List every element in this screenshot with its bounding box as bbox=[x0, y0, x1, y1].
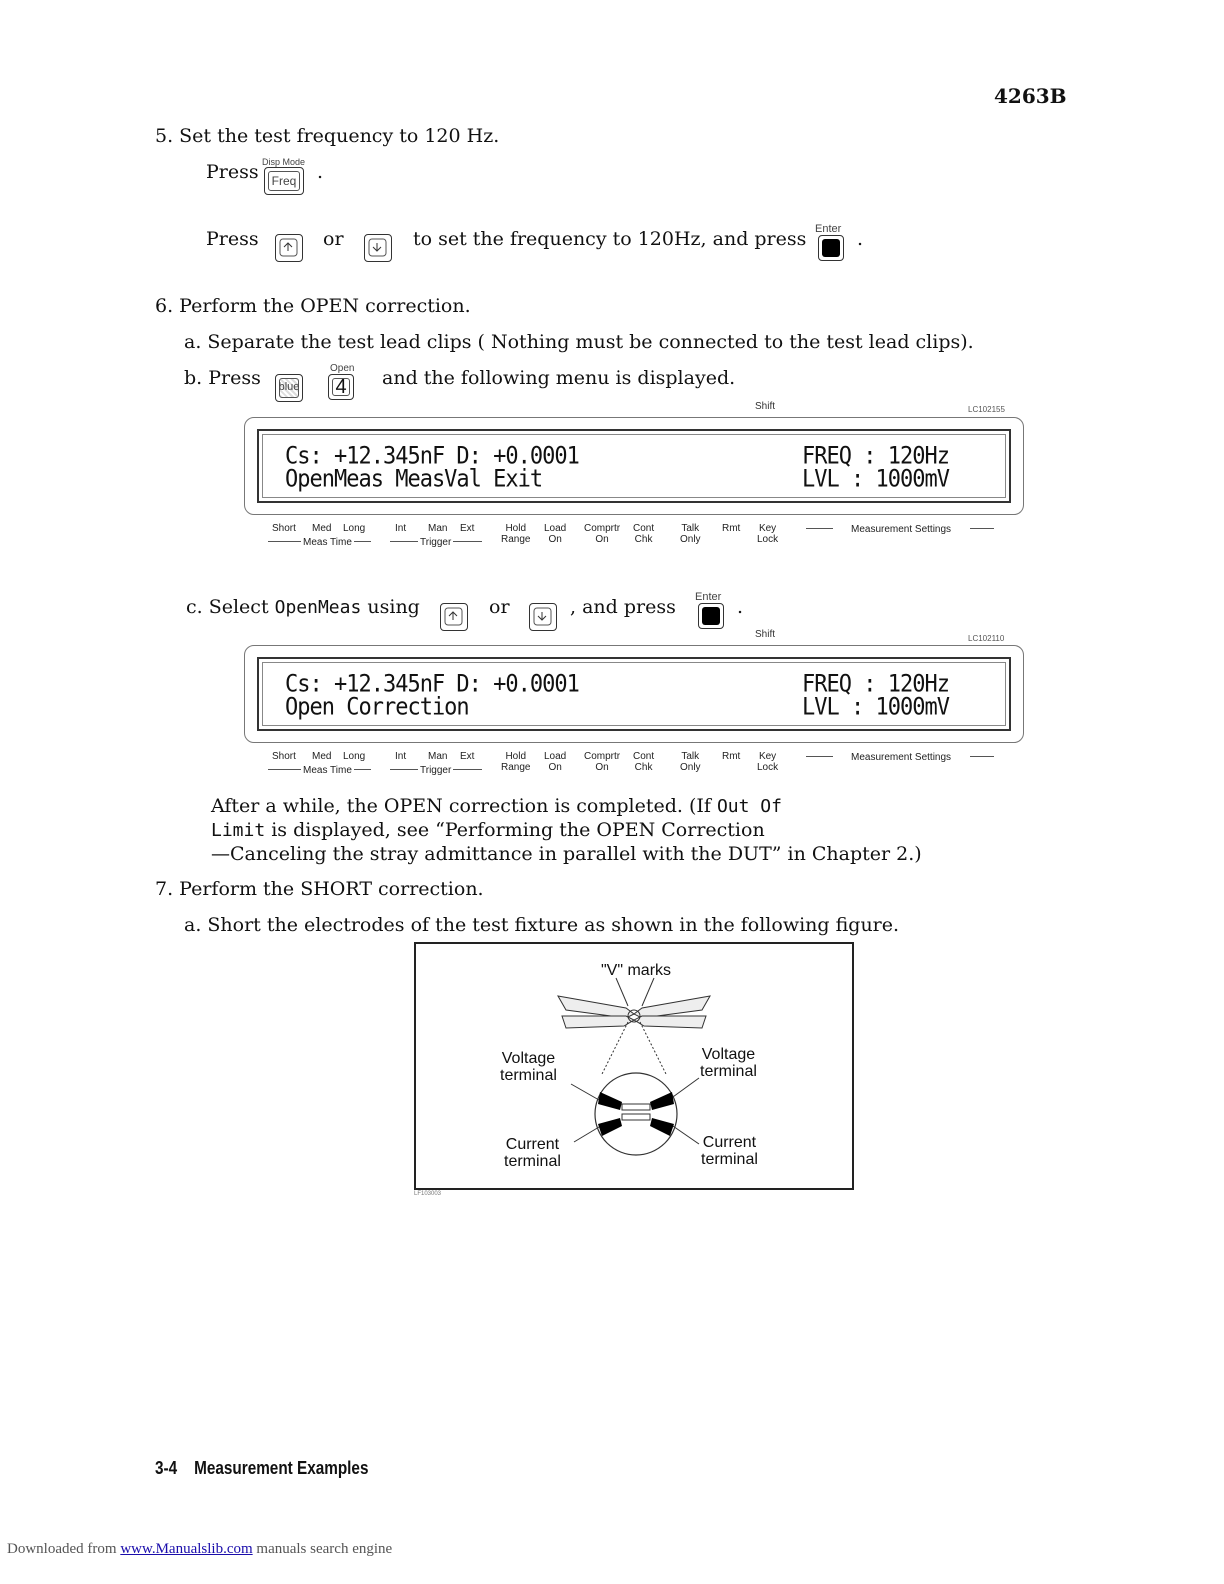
softkey-ext[interactable]: Ext bbox=[460, 523, 475, 534]
step5-press2-label: Press bbox=[206, 228, 259, 250]
knob-key-icon[interactable] bbox=[275, 234, 303, 262]
softkey-short[interactable]: Short bbox=[272, 523, 296, 534]
after-line-3: —Canceling the stray admittance in parallel with the DUT” in Chapter 2.) bbox=[211, 843, 922, 865]
page-number: 3-4 bbox=[155, 1458, 178, 1478]
softkey-comprtr-on[interactable]: Comprtr On bbox=[584, 751, 621, 773]
softkey-long[interactable]: Long bbox=[343, 523, 366, 534]
step6-c-press: , and press bbox=[570, 596, 676, 618]
freq-key-caption: Disp Mode bbox=[262, 157, 306, 167]
softkey-key-lock[interactable]: Key Lock bbox=[757, 751, 779, 773]
lcd-display-2 bbox=[244, 645, 1024, 743]
knob-key-icon[interactable] bbox=[529, 603, 557, 631]
lcd2-line2-left: Open Correction bbox=[285, 694, 469, 721]
test-lead-clips-drawing bbox=[416, 944, 852, 1188]
softkey-int[interactable]: Int bbox=[395, 523, 407, 534]
lcd1-line2-right: LVL : 1000mV bbox=[802, 466, 949, 493]
softkey-med[interactable]: Med bbox=[312, 523, 332, 534]
freq-key-label: Freq bbox=[271, 174, 297, 188]
measurement-settings-label: Measurement Settings bbox=[851, 524, 952, 535]
current-terminal-right: Current terminal bbox=[701, 1134, 758, 1168]
blue-key-label: blue bbox=[278, 381, 300, 393]
softkey-load-on[interactable]: Load On bbox=[544, 523, 567, 545]
period: . bbox=[857, 228, 864, 250]
enter-caption: Enter bbox=[815, 223, 842, 235]
short-fixture-figure bbox=[414, 942, 854, 1190]
period: . bbox=[737, 596, 744, 618]
meas-time-label: Meas Time bbox=[303, 765, 352, 776]
after-line-2: Limit is displayed, see “Performing the OPEN Correction bbox=[211, 819, 765, 841]
openmeas-code: OpenMeas bbox=[274, 597, 362, 618]
softkey-hold-range[interactable]: Hold Range bbox=[501, 523, 531, 545]
manualslib-link[interactable]: www.Manualslib.com bbox=[120, 1541, 253, 1557]
softkey-talk-only[interactable]: Talk Only bbox=[680, 523, 701, 545]
softkey-talk-only[interactable]: Talk Only bbox=[680, 751, 701, 773]
period: . bbox=[317, 161, 324, 183]
lcd-display-1 bbox=[244, 417, 1024, 515]
shift-label: Shift bbox=[755, 401, 776, 412]
model-number: 4263B bbox=[994, 84, 1067, 108]
softkey-rmt[interactable]: Rmt bbox=[722, 751, 741, 762]
step7-title: 7. Perform the SHORT correction. bbox=[155, 878, 484, 900]
softkey-man[interactable]: Man bbox=[428, 523, 448, 534]
step6-title: 6. Perform the OPEN correction. bbox=[155, 295, 471, 317]
figure-id: LF103003 bbox=[414, 1191, 442, 1197]
softkey-man[interactable]: Man bbox=[428, 751, 448, 762]
display-id: LC102155 bbox=[968, 405, 1005, 414]
step5-title: 5. Set the test frequency to 120 Hz. bbox=[155, 125, 500, 147]
lcd1-line1-right: FREQ : 120Hz bbox=[802, 443, 949, 470]
or-text: or bbox=[489, 596, 510, 618]
display-id: LC102110 bbox=[968, 634, 1005, 643]
softkey-load-on[interactable]: Load On bbox=[544, 751, 567, 773]
shift-label: Shift bbox=[755, 629, 776, 640]
blue-key[interactable] bbox=[275, 374, 303, 402]
lcd2-line1-left: Cs: +12.345nF D: +0.0001 bbox=[285, 671, 579, 698]
softkey-ext[interactable]: Ext bbox=[460, 751, 475, 762]
step5-press-label: Press bbox=[206, 161, 259, 183]
v-marks-label: "V" marks bbox=[600, 962, 672, 979]
softkey-med[interactable]: Med bbox=[312, 751, 332, 762]
softkey-cont-chk[interactable]: Cont Chk bbox=[633, 751, 655, 773]
enter-caption: Enter bbox=[695, 591, 722, 603]
step6-c: c. Select OpenMeas using bbox=[186, 596, 420, 618]
voltage-terminal-right: Voltage terminal bbox=[700, 1046, 757, 1080]
trigger-label: Trigger bbox=[420, 765, 452, 776]
lcd1-line2-left: OpenMeas MeasVal Exit bbox=[285, 466, 543, 493]
measurement-settings-label: Measurement Settings bbox=[851, 752, 952, 763]
enter-key[interactable] bbox=[818, 235, 844, 261]
set-freq-text: to set the frequency to 120Hz, and press bbox=[413, 228, 807, 250]
trigger-label: Trigger bbox=[420, 537, 452, 548]
softkey-comprtr-on[interactable]: Comprtr On bbox=[584, 523, 621, 545]
section-name: Measurement Examples bbox=[194, 1458, 369, 1478]
voltage-terminal-left: Voltage terminal bbox=[500, 1050, 557, 1084]
lcd2-line1-right: FREQ : 120Hz bbox=[802, 671, 949, 698]
download-banner: Downloaded from www.Manualslib.com manuals search engine bbox=[7, 1541, 393, 1557]
softkey-long[interactable]: Long bbox=[343, 751, 366, 762]
step6-a: a. Separate the test lead clips ( Nothing must be connected to the test lead clips). bbox=[184, 331, 974, 353]
step6-b-press: b. Press bbox=[184, 367, 261, 389]
lcd2-line2-right: LVL : 1000mV bbox=[802, 694, 949, 721]
softkey-short[interactable]: Short bbox=[272, 751, 296, 762]
softkey-int[interactable]: Int bbox=[395, 751, 407, 762]
open-caption: Open bbox=[330, 363, 355, 374]
key-4[interactable] bbox=[328, 374, 354, 400]
freq-key[interactable] bbox=[264, 167, 304, 195]
key-4-label: 4 bbox=[335, 376, 347, 398]
page-footer bbox=[155, 1458, 368, 1479]
knob-key-icon[interactable] bbox=[440, 603, 468, 631]
step6-b-text: and the following menu is displayed. bbox=[382, 367, 736, 389]
knob-key-icon[interactable] bbox=[364, 234, 392, 262]
step7-a: a. Short the electrodes of the test fixture as shown in the following figure. bbox=[184, 914, 900, 936]
lcd1-line1-left: Cs: +12.345nF D: +0.0001 bbox=[285, 443, 579, 470]
current-terminal-left: Current terminal bbox=[504, 1136, 561, 1170]
softkey-cont-chk[interactable]: Cont Chk bbox=[633, 523, 655, 545]
enter-key[interactable] bbox=[698, 603, 724, 629]
or-text: or bbox=[323, 228, 344, 250]
meas-time-label: Meas Time bbox=[303, 537, 352, 548]
softkey-hold-range[interactable]: Hold Range bbox=[501, 751, 531, 773]
after-line-1: After a while, the OPEN correction is completed. (If Out Of bbox=[211, 795, 782, 817]
softkey-key-lock[interactable]: Key Lock bbox=[757, 523, 779, 545]
softkey-rmt[interactable]: Rmt bbox=[722, 523, 741, 534]
